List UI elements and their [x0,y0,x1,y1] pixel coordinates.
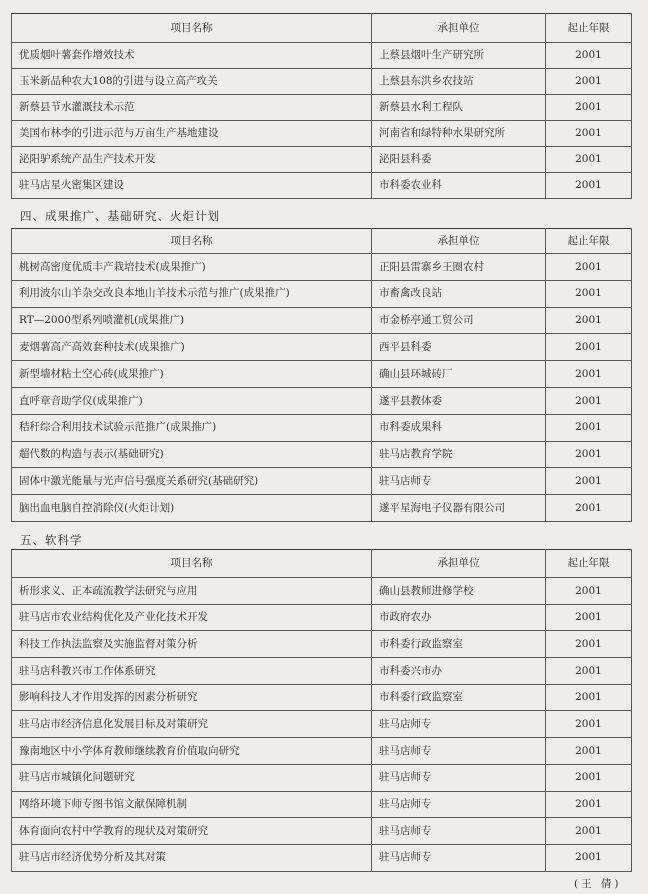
table-header-row [12,550,632,578]
table-row [12,361,632,388]
table-header-row [12,14,632,43]
project-name-cell: 优质烟叶薯套作增效技术 [12,43,372,69]
year-cell: 2001 [546,254,632,281]
project-name-cell: 固体中激光能量与光声信号强度关系研究(基础研究) [12,468,372,495]
table-row [12,441,632,468]
project-name-cell: 科技工作执法监察及实施监督对策分析 [12,631,372,658]
project-name-cell: 驻马店市经济信息化发展目标及对策研究 [12,711,372,738]
project-name-cell: 驻马店市经济优势分析及其对策 [12,844,372,871]
year-cell: 2001 [546,468,632,495]
header-years: 起止年限 [546,14,632,43]
table-row [12,69,632,95]
unit-cell: 市金桥亭通工贸公司 [372,307,546,334]
project-name-cell: 利用波尔山羊杂交改良本地山羊技术示范与推广(成果推广) [12,280,372,307]
project-name-cell: 驻马店科教兴市工作体系研究 [12,658,372,685]
year-cell: 2001 [546,764,632,791]
unit-cell: 确山县环城砖厂 [372,361,546,388]
table-row [12,495,632,522]
table-row [12,738,632,765]
project-name-cell: 秸秆综合利用技术试验示范推广(成果推广) [12,414,372,441]
year-cell: 2001 [546,147,632,173]
project-name-cell: 桃树高密度优质丰产栽培技术(成果推广) [12,254,372,281]
table-row [12,604,632,631]
header-years: 起止年限 [546,550,632,578]
header-project-name: 项目名称 [12,14,372,43]
unit-cell: 确山县教师进修学校 [372,578,546,605]
project-name-cell: 驻马店市城镇化问题研究 [12,764,372,791]
unit-cell: 市科委成果科 [372,414,546,441]
table-row [12,147,632,173]
table-header-row [12,229,632,254]
year-cell: 2001 [546,604,632,631]
project-name-cell: 玉米新品种农大108的引进与设立高产攻关 [12,69,372,95]
year-cell: 2001 [546,441,632,468]
unit-cell: 遂平星海电子仪器有限公司 [372,495,546,522]
unit-cell: 市科委兴市办 [372,658,546,685]
unit-cell: 市科委农业科 [372,173,546,199]
unit-cell: 上蔡县东洪乡农技站 [372,69,546,95]
year-cell: 2001 [546,818,632,845]
project-name-cell: RT—2000型系列喷灌机(成果推广) [12,307,372,334]
year-cell: 2001 [546,121,632,147]
table-row [12,387,632,414]
project-name-cell: 新型墙材粘土空心砖(成果推广) [12,361,372,388]
project-name-cell: 脑出血电脑自控消除仪(火炬计划) [12,495,372,522]
project-name-cell: 影响科技人才作用发挥的因素分析研究 [12,684,372,711]
year-cell: 2001 [546,95,632,121]
unit-cell: 驻马店师专 [372,818,546,845]
year-cell: 2001 [546,684,632,711]
table-row [12,95,632,121]
table-row [12,791,632,818]
header-unit: 承担单位 [372,14,546,43]
section-title-soft-science: 五、软科学 [20,533,83,547]
author-credit: (王 倩) [574,878,622,890]
table-row [12,121,632,147]
year-cell: 2001 [546,387,632,414]
project-table-achievements [11,228,632,522]
table-row [12,468,632,495]
unit-cell: 驻马店教育学院 [372,441,546,468]
project-table-star-fire [11,13,632,199]
project-name-cell: 驻马店市农业结构优化及产业化技术开发 [12,604,372,631]
table-row [12,414,632,441]
table-row [12,578,632,605]
unit-cell: 驻马店师专 [372,738,546,765]
unit-cell: 市科委行政监察室 [372,631,546,658]
table-row [12,818,632,845]
table-row [12,254,632,281]
section-title-achievements: 四、成果推广、基础研究、火炬计划 [20,209,220,223]
year-cell: 2001 [546,658,632,685]
project-name-cell: 新蔡县节水灌溉技术示范 [12,95,372,121]
unit-cell: 驻马店师专 [372,791,546,818]
unit-cell: 驻马店师专 [372,844,546,871]
unit-cell: 正阳县雷寨乡王圈农村 [372,254,546,281]
table-row [12,173,632,199]
year-cell: 2001 [546,495,632,522]
header-years: 起止年限 [546,229,632,254]
year-cell: 2001 [546,361,632,388]
project-table-soft-science [11,549,632,872]
header-project-name: 项目名称 [12,229,372,254]
table-row [12,658,632,685]
project-name-cell: 超代数的构造与表示(基础研究) [12,441,372,468]
year-cell: 2001 [546,578,632,605]
header-unit: 承担单位 [372,550,546,578]
unit-cell: 河南省和绿特种水果研究所 [372,121,546,147]
unit-cell: 上蔡县烟叶生产研究所 [372,43,546,69]
project-name-cell: 驻马店星火密集区建设 [12,173,372,199]
year-cell: 2001 [546,280,632,307]
project-name-cell: 直呼章音助学仪(成果推广) [12,387,372,414]
header-project-name: 项目名称 [12,550,372,578]
table-row [12,764,632,791]
table-row [12,43,632,69]
table-row [12,844,632,871]
project-name-cell: 泌阳驴系统产品生产技术开发 [12,147,372,173]
year-cell: 2001 [546,334,632,361]
unit-cell: 西平县科委 [372,334,546,361]
year-cell: 2001 [546,43,632,69]
unit-cell: 驻马店师专 [372,468,546,495]
year-cell: 2001 [546,307,632,334]
year-cell: 2001 [546,844,632,871]
unit-cell: 驻马店师专 [372,711,546,738]
year-cell: 2001 [546,711,632,738]
unit-cell: 市畜禽改良站 [372,280,546,307]
year-cell: 2001 [546,173,632,199]
year-cell: 2001 [546,69,632,95]
project-name-cell: 析形求义、正本疏流教学法研究与应用 [12,578,372,605]
year-cell: 2001 [546,414,632,441]
unit-cell: 市政府农办 [372,604,546,631]
unit-cell: 市科委行政监察室 [372,684,546,711]
table-row [12,684,632,711]
table-row [12,280,632,307]
project-name-cell: 美国布林李的引进示范与万亩生产基地建设 [12,121,372,147]
project-name-cell: 豫南地区中小学体育教师继续教育价值取向研究 [12,738,372,765]
unit-cell: 新蔡县水利工程队 [372,95,546,121]
table-row [12,631,632,658]
header-unit: 承担单位 [372,229,546,254]
table-row [12,307,632,334]
year-cell: 2001 [546,631,632,658]
unit-cell: 驻马店师专 [372,764,546,791]
unit-cell: 泌阳县科委 [372,147,546,173]
unit-cell: 遂平县教体委 [372,387,546,414]
year-cell: 2001 [546,791,632,818]
year-cell: 2001 [546,738,632,765]
project-name-cell: 体育面向农村中学教育的现状及对策研究 [12,818,372,845]
table-row [12,711,632,738]
table-row [12,334,632,361]
project-name-cell: 麦烟薯高产高效套种技术(成果推广) [12,334,372,361]
project-name-cell: 网络环境下师专图书馆文献保障机制 [12,791,372,818]
